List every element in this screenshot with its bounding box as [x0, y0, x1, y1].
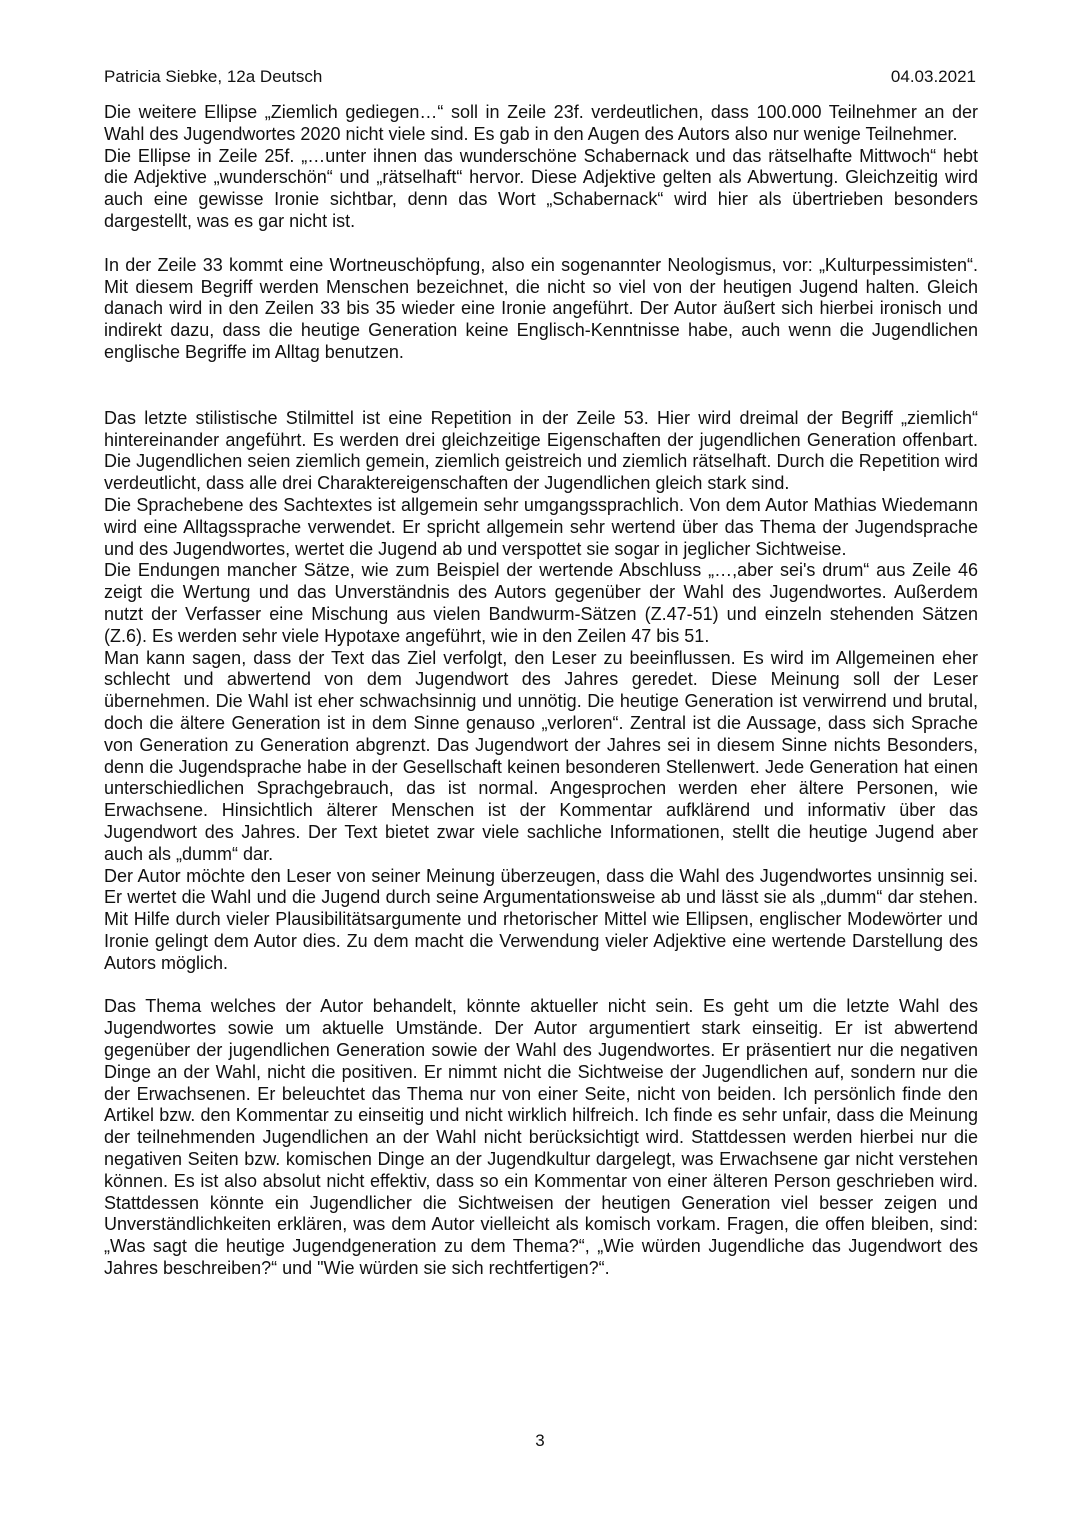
paragraph-spacer	[104, 974, 978, 996]
paragraph-textziel: Man kann sagen, dass der Text das Ziel verfolgt, den Leser zu beeinflussen. Es wird im Allgemeinen eher schlecht und abwertend von dem Jugendwort des Jahres geredet. Diese Meinung soll der Leser übernehmen. Die Wahl ist eher schwachsinnig und unnötig. Die heutige Generation ist verwirrend und brutal, doch die ältere Generation ist in dem Sinne genauso „verloren“. Zentral ist die Aussage, dass sich Sprache von Generation zu Generation abgrenzt. Das Jugendwort der Jahres sei in diesem Sinne nichts Besonders, denn die Jugendsprache habe in der Gesellschaft keinen besonderen Stellenwert. Jede Generation hat einen unterschiedlichen Sprachgebrauch, das ist normal. Angesprochen werden eher ältere Personen, wie Erwachsene. Hinsichtlich älterer Menschen ist der Kommentar aufklärend und informativ über das Jugendwort des Jahres. Der Text bietet zwar viele sachliche Informationen, stellt die heutige Jugend aber auch als „dumm“ dar.	[104, 647, 978, 864]
paragraph-ellipse-schabernack: Die Ellipse in Zeile 25f. „…unter ihnen das wunderschöne Schabernack und das rätselhafte Mittwoch“ hebt die Adjektive „wunderschön“ und „rätselhaft“ hervor. Diese Adjektive gelten als Abwertung. Gleichzeitig wird auch eine gewisse Ironie sichtbar, denn das Wort „Schabernack“ wird hier als übertrieben besonders dargestellt, was es gar nicht ist.	[104, 145, 978, 231]
paragraph-stellungnahme: Das Thema welches der Autor behandelt, könnte aktueller nicht sein. Es geht um die letzte Wahl des Jugendwortes sowie um aktuelle Umstände. Der Autor argumentiert stark einseitig. Er ist abwertend gegenüber der jugendlichen Generation sowie der Wahl des Jugendwortes. Er präsentiert nur die negativen Dinge an der Wahl, nicht die positiven. Er nimmt nicht die Sichtweise der Jugendlichen auf, sondern nur die der Erwachsenen. Er beleuchtet das Thema nur von einer Seite, nicht von beiden. Ich persönlich finde den Artikel bzw. den Kommentar zu einseitig und nicht wirklich hilfreich. Ich finde es sehr unfair, dass die Meinung der teilnehmenden Jugendlichen an der Wahl nicht berücksichtigt wird. Stattdessen werden hierbei nur die negativen Seiten bzw. komischen Dinge an der Jugendkultur dargelegt, was Erwachsene gar nicht verstehen können. Es ist also absolut nicht effektiv, dass so ein Kommentar von einer älteren Person geschrieben wird. Stattdessen könnte ein Jugendlicher die Sichtweisen der heutigen Generation viel besser zeigen und Unverständlichkeiten erklären, was dem Autor vielleicht als komisch vorkam. Fragen, die offen bleiben, sind: „Was sagt die heutige Jugendgeneration zu dem Thema?“, „Wie würden Jugendliche das Jugendwort des Jahres beschreiben?“ und "Wie würden sie sich rechtfertigen?“.	[104, 996, 978, 1279]
header-date: 04.03.2021	[890, 67, 976, 86]
page-header	[104, 66, 976, 88]
paragraph-repetition: Das letzte stilistische Stilmittel ist eine Repetition in der Zeile 53. Hier wird dreimal der Begriff „ziemlich“ hintereinander angeführt. Es werden drei gleichzeitige Eigenschaften der jugendlichen Generation offenbart. Die Jugendlichen seien ziemlich gemein, ziemlich geistreich und ziemlich rätselhaft. Durch die Repetition wird verdeutlicht, dass alle drei Charaktereigenschaften der Jugendlichen gleich stark sind.	[104, 407, 978, 494]
paragraph-spacer	[104, 364, 978, 408]
paragraph-ellipse-gediegen: Die weitere Ellipse „Ziemlich gediegen…“ soll in Zeile 23f. verdeutlichen, dass 100.000 Teilnehmer an der Wahl des Jugendwortes 2020 nicht viele sind. Es gab in den Augen des Autors also nur wenige Teilnehmer.	[104, 102, 978, 144]
paragraph-sprachebene: Die Sprachebene des Sachtextes ist allgemein sehr umgangssprachlich. Von dem Autor Mathias Wiedemann wird eine Alltagssprache verwendet. Er spricht allgemein sehr wertend über das Thema der Jugendsprache und des Jugendwortes, wertet die Jugend ab und verspottet sie sogar in jeglicher Sichtweise.	[104, 494, 978, 559]
paragraph-satzendungen: Die Endungen mancher Sätze, wie zum Beispiel der wertende Abschluss „…,aber sei's drum“ aus Zeile 46 zeigt die Wertung und das Unverständnis des Autors gegenüber der Wahl des Jugendwortes. Außerdem nutzt der Verfasser eine Mischung aus vielen Bandwurm-Sätzen (Z.47-51) und einzeln stehenden Sätzen (Z.6). Es werden sehr viele Hypotaxe angeführt, wie in den Zeilen 47 bis 51.	[104, 560, 978, 646]
paragraph-ueberzeugung: Der Autor möchte den Leser von seiner Meinung überzeugen, dass die Wahl des Jugendwortes unsinnig sei. Er wertet die Wahl und die Jugend durch seine Argumentationsweise ab und lässt sie als „dumm“ dar stehen. Mit Hilfe durch vieler Plausibilitätsargumente und rhetorischer Mittel wie Ellipsen, englischer Modewörter und Ironie gelingt dem Autor dies. Zu dem macht die Verwendung vieler Adjektive eine wertende Darstellung des Autors möglich.	[104, 865, 978, 973]
header-author-class: Patricia Siebke, 12a Deutsch	[104, 67, 323, 86]
paragraph-neologismus: In der Zeile 33 kommt eine Wortneuschöpfung, also ein sogenannter Neologismus, vor: „Kulturpessimisten“. Mit diesem Begriff werden Menschen bezeichnet, die nicht so viel von der heutigen Jugend halten. Gleich danach wird in den Zeilen 33 bis 35 wieder eine Ironie angeführt. Der Autor äußert sich hierbei ironisch und indirekt dazu, dass die heutige Generation keine Englisch-Kenntnisse habe, auch wenn die Jugendlichen englische Begriffe im Alltag benutzen.	[104, 254, 978, 362]
paragraph-spacer	[104, 233, 978, 255]
document-body	[104, 102, 978, 1280]
page-number: 3	[535, 1431, 545, 1450]
